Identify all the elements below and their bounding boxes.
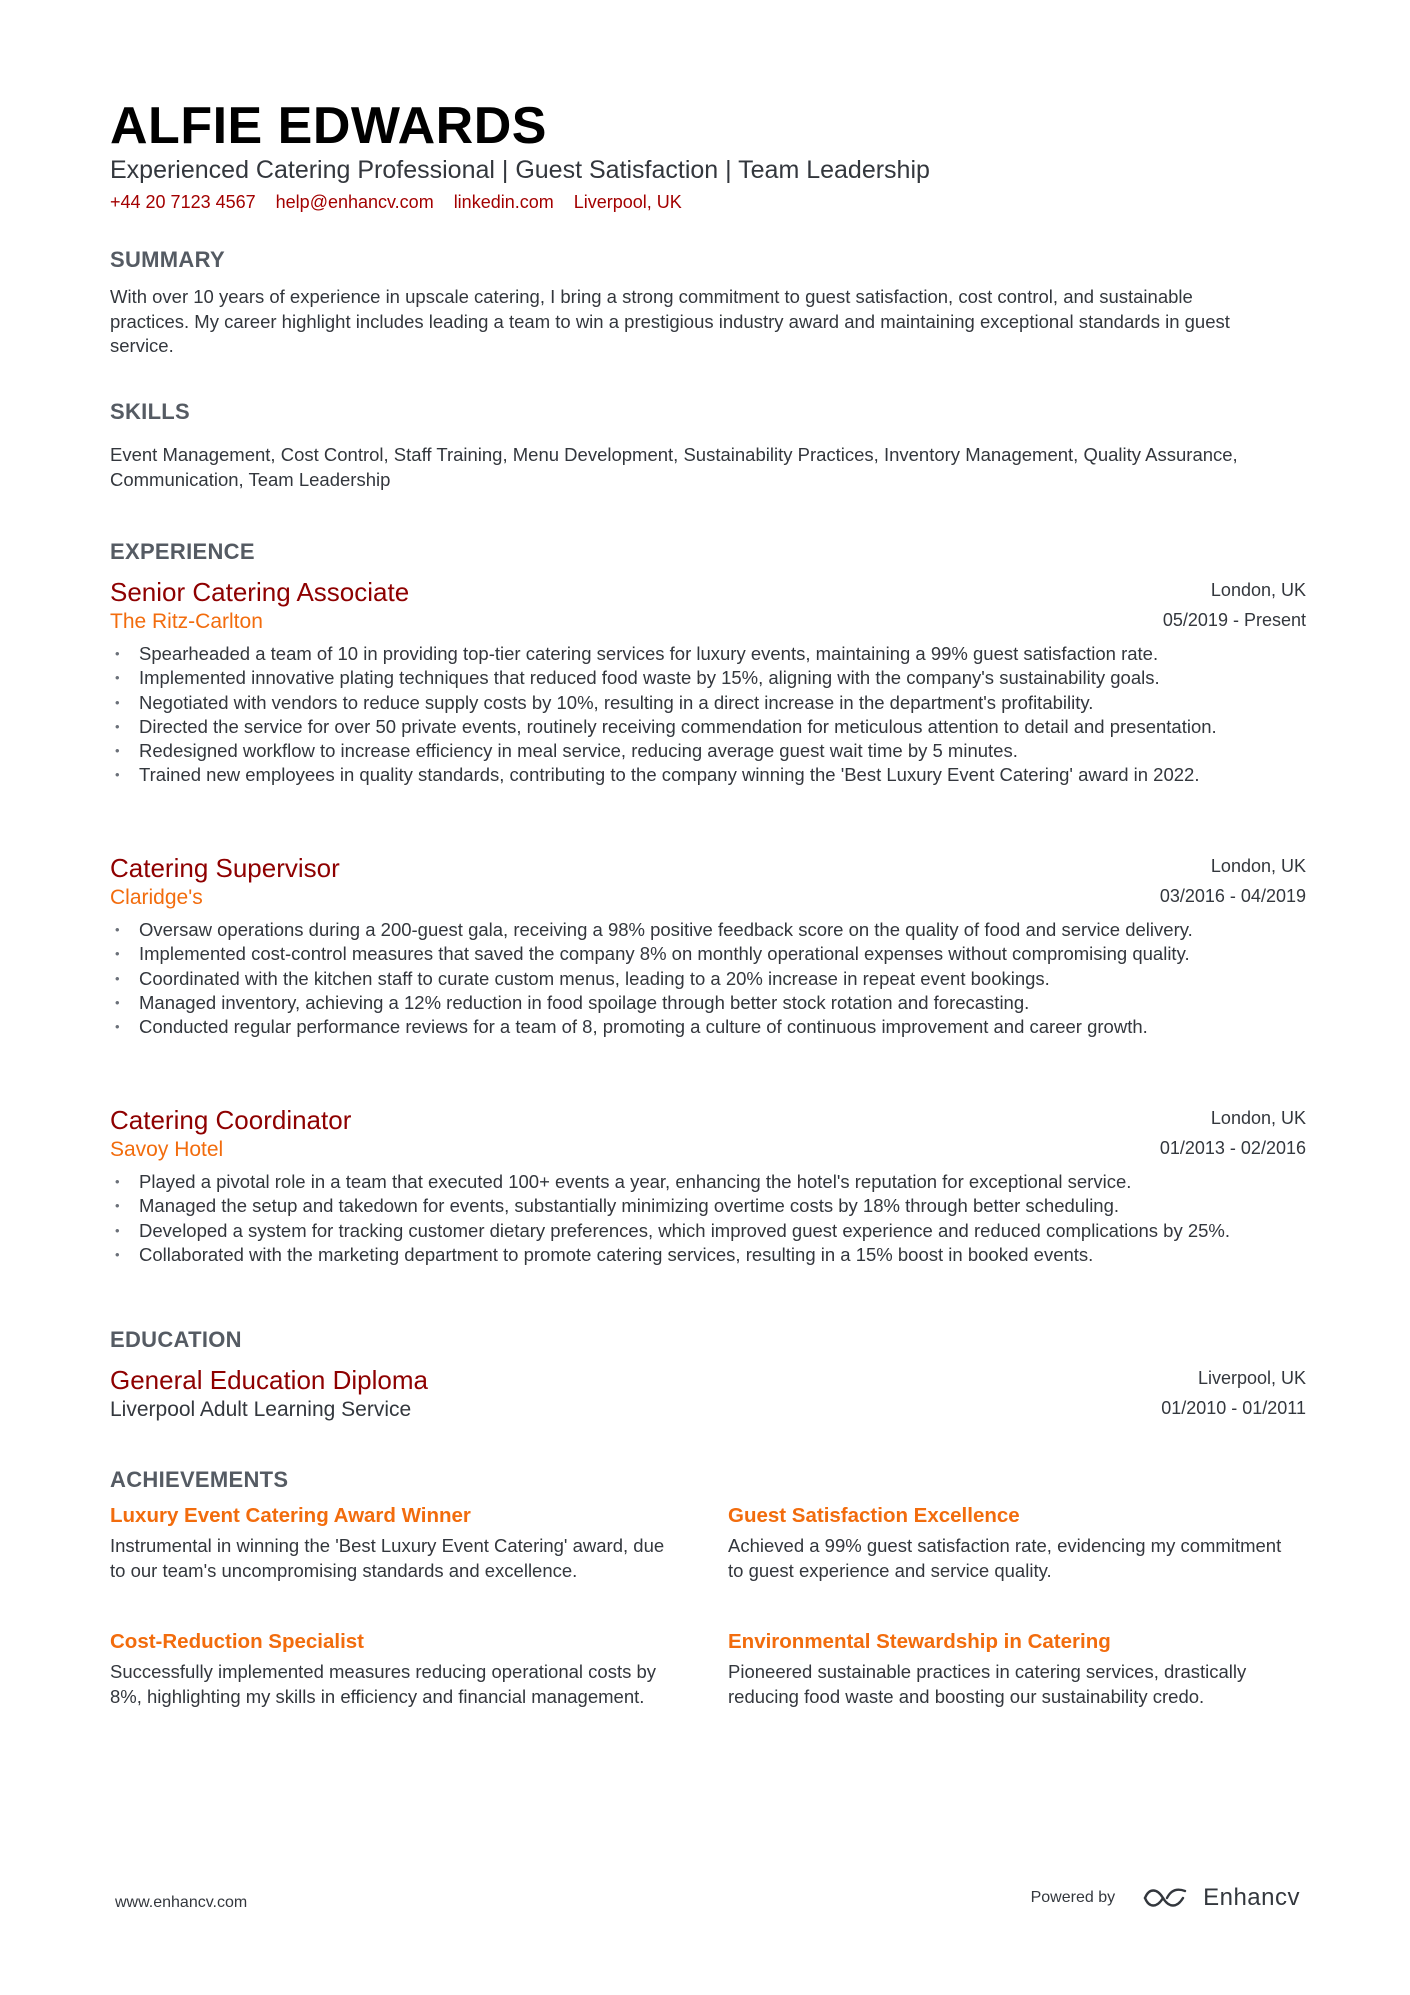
job-location: London, UK [1210,580,1306,600]
email-link[interactable]: help@enhancv.com [275,192,434,212]
footer-website-link[interactable]: www.enhancv.com [115,1894,248,1911]
achievement-item [110,1502,670,1583]
linkedin-link[interactable]: linkedin.com [453,192,554,212]
list-item: • Directed the service for over 50 private events, routinely receiving commendation for meticulous attention to detail and presentation. [110,715,1306,739]
experience-title: EXPERIENCE [110,539,255,564]
job-location: London, UK [1210,856,1306,876]
list-item: • Conducted regular performance reviews for a team of 8, promoting a culture of continuous improvement and career growth. [110,1015,1306,1039]
achievement-item [110,1628,670,1709]
job-company: Claridge's [110,886,203,909]
achievement-desc: Instrumental in winning the 'Best Luxury Event Catering' award, due to our team's uncompromising standards and excellence. [110,1535,665,1581]
summary-title: SUMMARY [110,247,225,272]
skills-title: SKILLS [110,399,191,424]
achievement-desc: Successfully implemented measures reducing operational costs by 8%, highlighting my skills in efficiency and financial management. [110,1661,657,1707]
achievement-title: Cost-Reduction Specialist [110,1630,365,1653]
skills-text: Event Management, Cost Control, Staff Training, Menu Development, Sustainability Practices, Inventory Management, Quality Assurance, Communication, Team Leadership [110,444,1238,490]
job-role: Catering Supervisor [110,853,340,883]
job-company: Savoy Hotel [110,1138,224,1161]
list-item: • Implemented cost-control measures that saved the company 8% on monthly operational expenses without compromising quality. [110,942,1306,966]
list-item: • Implemented innovative plating techniques that reduced food waste by 15%, aligning with the company's sustainability goals. [110,666,1306,690]
contact-row [110,190,682,214]
education-title: EDUCATION [110,1327,242,1352]
job-dates: 01/2013 - 02/2016 [1159,1138,1306,1158]
job-location: London, UK [1210,1108,1306,1128]
achievement-title: Guest Satisfaction Excellence [728,1504,1020,1527]
job-bullets [110,918,1306,1039]
list-item: • Oversaw operations during a 200-guest gala, receiving a 98% positive feedback score on the quality of food and service delivery. [110,918,1306,942]
job-bullets [110,1170,1306,1267]
achievements-title: ACHIEVEMENTS [110,1467,289,1492]
list-item: • Managed the setup and takedown for events, substantially minimizing overtime costs by 18% through better scheduling. [110,1194,1306,1218]
job-role: Senior Catering Associate [110,577,410,607]
summary-text: With over 10 years of experience in upscale catering, I bring a strong commitment to guest satisfaction, cost control, and sustainable practices. My career highlight includes leading a team to win a prestigious industry award and maintaining exceptional standards in guest service. [110,286,1230,356]
education-degree: General Education Diploma [110,1365,428,1395]
education-location: Liverpool, UK [1197,1368,1306,1388]
list-item: • Negotiated with vendors to reduce supply costs by 10%, resulting in a direct increase in the department's profitability. [110,691,1306,715]
achievement-title: Luxury Event Catering Award Winner [110,1504,471,1527]
achievement-desc: Pioneered sustainable practices in catering services, drastically reducing food waste and boosting our sustainability credo. [728,1661,1247,1707]
list-item: • Managed inventory, achieving a 12% reduction in food spoilage through better stock rotation and forecasting. [110,991,1306,1015]
brand-logo[interactable] [1141,1884,1300,1912]
phone[interactable]: +44 20 7123 4567 [110,192,256,212]
job-role: Catering Coordinator [110,1105,352,1135]
job-dates: 03/2016 - 04/2019 [1159,886,1306,906]
job-bullets [110,642,1306,788]
location: Liverpool, UK [573,192,682,212]
achievement-title: Environmental Stewardship in Catering [728,1630,1111,1653]
footer-branding [1031,1884,1300,1912]
enhancv-logo-icon [1141,1885,1189,1911]
job-company: The Ritz-Carlton [110,610,263,633]
job-dates: 05/2019 - Present [1162,610,1306,630]
list-item: • Played a pivotal role in a team that executed 100+ events a year, enhancing the hotel's reputation for exceptional service. [110,1170,1306,1194]
powered-by-label: Powered by [1030,1889,1116,1906]
list-item: • Collaborated with the marketing department to promote catering services, resulting in a 15% boost in booked events. [110,1243,1306,1267]
list-item: • Developed a system for tracking customer dietary preferences, which improved guest experience and reduced complications by 25%. [110,1219,1306,1243]
list-item: • Spearheaded a team of 10 in providing top-tier catering services for luxury events, maintaining a 99% guest satisfaction rate. [110,642,1306,666]
achievement-item [728,1628,1288,1709]
headline: Experienced Catering Professional | Guest Satisfaction | Team Leadership [110,156,930,184]
achievement-desc: Achieved a 99% guest satisfaction rate, evidencing my commitment to guest experience and service quality. [728,1535,1282,1581]
list-item: • Trained new employees in quality standards, contributing to the company winning the 'Best Luxury Event Catering' award in 2022. [110,763,1306,787]
brand-name: Enhancv [1203,1884,1300,1911]
education-dates: 01/2010 - 01/2011 [1161,1398,1306,1418]
list-item: • Coordinated with the kitchen staff to curate custom menus, leading to a 20% increase in repeat event bookings. [110,967,1306,991]
candidate-name: ALFIE EDWARDS [110,97,547,155]
education-school: Liverpool Adult Learning Service [110,1398,412,1421]
achievement-item [728,1502,1288,1583]
list-item: • Redesigned workflow to increase efficiency in meal service, reducing average guest wait time by 5 minutes. [110,739,1306,763]
